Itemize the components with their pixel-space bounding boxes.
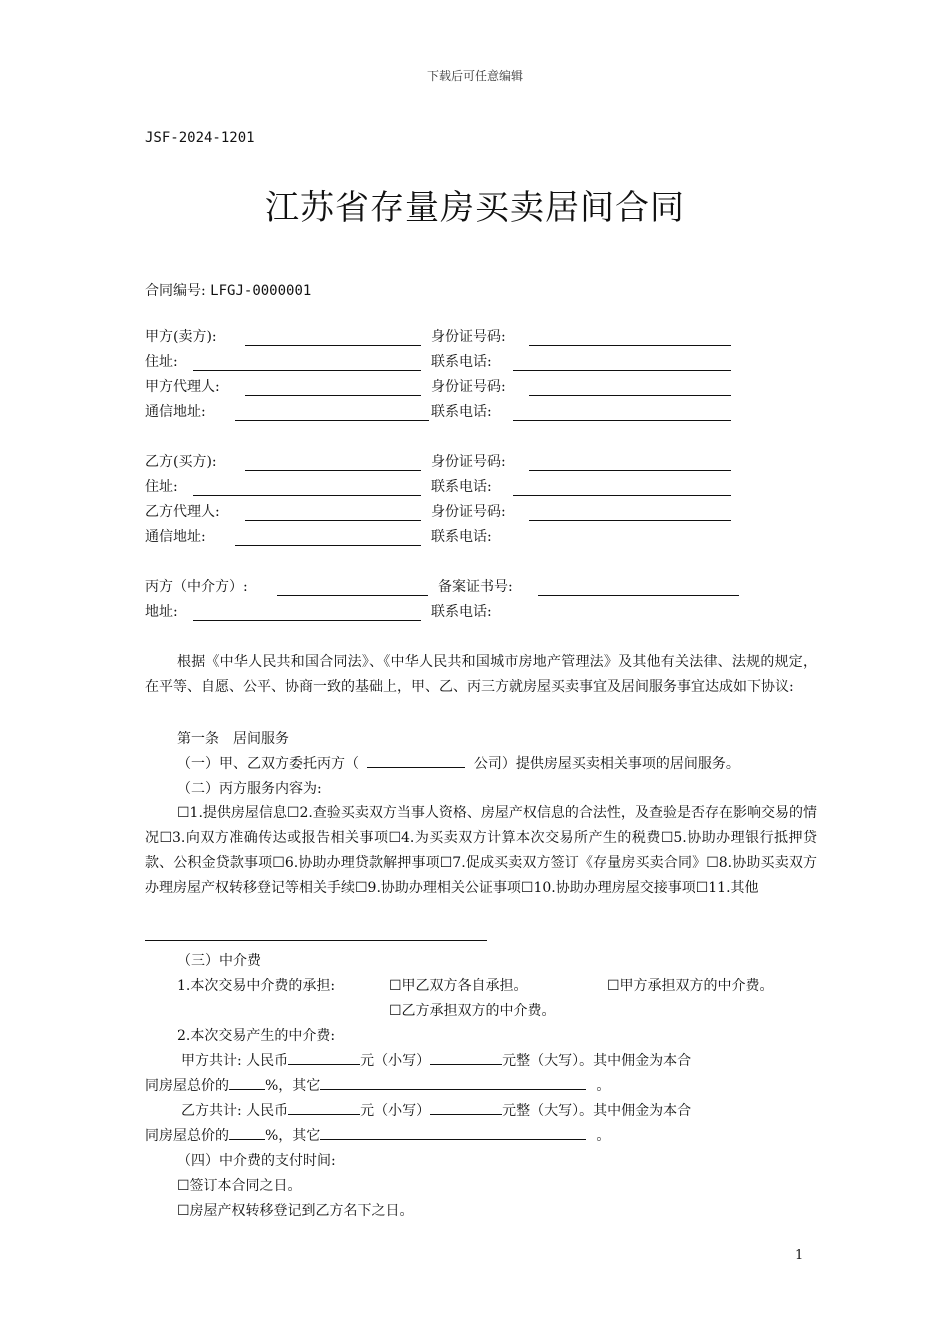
item-2-heading: （二）丙方服务内容为: <box>177 781 322 797</box>
company-name-field[interactable] <box>367 753 465 768</box>
party-c-phone-label: 联系电话: <box>431 604 492 620</box>
fee-option-each[interactable]: ☐甲乙双方各自承担。 <box>389 978 528 994</box>
contract-number <box>145 280 311 300</box>
party-a-phone-field[interactable] <box>513 370 731 371</box>
party-a-agent-label: 甲方代理人: <box>145 379 220 395</box>
party-a-total-price-label: 同房屋总价的 <box>145 1078 229 1094</box>
party-b-period: 。 <box>596 1128 611 1144</box>
fee-option-party-a[interactable]: ☐甲方承担双方的中介费。 <box>607 978 774 994</box>
party-a-id-field[interactable] <box>529 345 731 346</box>
party-b-yuan-big: 元整（大写）。其中佣金为本合 <box>502 1103 692 1119</box>
party-b-mail-phone-label: 联系电话: <box>431 529 492 545</box>
payment-option-signing[interactable]: ☐签订本合同之日。 <box>177 1178 302 1194</box>
party-a-fee-big-field[interactable] <box>430 1050 502 1065</box>
party-b-mail-address-label: 通信地址: <box>145 529 206 545</box>
other-services-field[interactable] <box>145 940 487 941</box>
party-a-seller-field[interactable] <box>245 345 421 346</box>
party-b-percent-line <box>145 1125 610 1147</box>
party-b-agent-id-label: 身份证号码: <box>431 504 506 520</box>
party-a-percent-other: %，其它 <box>265 1078 321 1094</box>
party-a-mail-phone-label: 联系电话: <box>431 404 492 420</box>
party-b-fee-line <box>181 1100 691 1122</box>
contract-number-value: LFGJ-0000001 <box>210 283 312 299</box>
party-c-intermediary-label: 丙方（中介方）: <box>145 579 248 595</box>
party-b-id-field[interactable] <box>529 470 731 471</box>
party-b-id-label: 身份证号码: <box>431 454 506 470</box>
intro-paragraph: 根据《中华人民共和国合同法》、《中华人民共和国城市房地产管理法》及其他有关法律、法规的规定，在平等、自愿、公平、协商一致的基础上，甲、乙、丙三方就房屋买卖事宜及居间服务事宜达成如下协议: <box>145 654 817 695</box>
party-c-intermediary-field[interactable] <box>277 595 428 596</box>
party-a-seller-label: 甲方(卖方): <box>145 329 217 345</box>
party-a-fee-line <box>181 1050 691 1072</box>
document-title: 江苏省存量房买卖居间合同 <box>265 188 685 228</box>
party-a-yuan-big: 元整（大写）。其中佣金为本合 <box>502 1053 692 1069</box>
party-c-record-cert-label: 备案证书号: <box>438 579 513 595</box>
fee-amount-label: 2.本次交易产生的中介费: <box>177 1028 336 1044</box>
party-b-fee-big-field[interactable] <box>430 1100 502 1115</box>
party-b-fee-small-field[interactable] <box>288 1100 360 1115</box>
download-note: 下载后可任意编辑 <box>426 69 523 83</box>
party-a-other-field[interactable] <box>320 1075 586 1090</box>
party-b-total-price-label: 同房屋总价的 <box>145 1128 229 1144</box>
party-a-yuan-small: 元（小写） <box>360 1053 431 1069</box>
party-b-other-field[interactable] <box>320 1125 586 1140</box>
party-a-percent-line <box>145 1075 610 1097</box>
party-a-fee-small-field[interactable] <box>288 1050 360 1065</box>
party-a-mail-address-label: 通信地址: <box>145 404 206 420</box>
party-b-yuan-small: 元（小写） <box>360 1103 431 1119</box>
item-4-heading: （四）中介费的支付时间: <box>177 1153 336 1169</box>
fee-bearer-label: 1.本次交易中介费的承担: <box>177 978 336 994</box>
party-b-agent-label: 乙方代理人: <box>145 504 220 520</box>
payment-option-transfer[interactable]: ☐房屋产权转移登记到乙方名下之日。 <box>177 1203 414 1219</box>
party-b-phone-label: 联系电话: <box>431 479 492 495</box>
item-1-text <box>177 753 740 775</box>
party-b-buyer-label: 乙方(买方): <box>145 454 217 470</box>
party-a-agent-field[interactable] <box>245 395 421 396</box>
party-a-mail-phone-field[interactable] <box>513 420 731 421</box>
party-b-mail-address-field[interactable] <box>235 545 421 546</box>
fee-option-party-b[interactable]: ☐乙方承担双方的中介费。 <box>389 1003 556 1019</box>
services-list: ☐1.提供房屋信息☐2.查验买卖双方当事人资格、房屋产权信息的合法性，及查验是否存在影响交易的情况☐3.向双方准确传达或报告相关事项☐4.为买卖双方计算本次交易所产生的税费☐5.协助办理银行抵押贷款、公积金贷款事项☐6.协助办理贷款解押事项☐7.促成买卖双方签订《存量房买卖合同》☐8.协助买卖双方办理房屋产权转移登记等相关手续☐9.协助办理相关公证事项☐10.协助办理房屋交接事项☐11.其他 <box>145 805 817 896</box>
party-b-address-field[interactable] <box>193 495 421 496</box>
party-b-percent-field[interactable] <box>229 1125 265 1140</box>
party-a-agent-id-label: 身份证号码: <box>431 379 506 395</box>
party-a-phone-label: 联系电话: <box>431 354 492 370</box>
party-a-percent-field[interactable] <box>229 1075 265 1090</box>
party-a-address-field[interactable] <box>193 370 421 371</box>
party-a-period: 。 <box>596 1078 611 1094</box>
party-b-agent-id-field[interactable] <box>529 520 731 521</box>
party-b-phone-field[interactable] <box>513 495 731 496</box>
party-b-percent-other: %，其它 <box>265 1128 321 1144</box>
party-a-address-label: 住址: <box>145 354 178 370</box>
item-3-heading: （三）中介费 <box>177 953 261 969</box>
party-a-id-label: 身份证号码: <box>431 329 506 345</box>
party-b-buyer-field[interactable] <box>245 470 421 471</box>
party-a-agent-id-field[interactable] <box>529 395 731 396</box>
item-1-prefix: （一）甲、乙双方委托丙方（ <box>177 756 359 772</box>
party-a-fee-label: 甲方共计: 人民币 <box>181 1053 289 1069</box>
document-code: JSF-2024-1201 <box>145 130 255 146</box>
item-1-suffix: 公司）提供房屋买卖相关事项的居间服务。 <box>473 756 740 772</box>
party-b-agent-field[interactable] <box>245 520 421 521</box>
party-a-mail-address-field[interactable] <box>235 420 429 421</box>
party-c-address-label: 地址: <box>145 604 178 620</box>
contract-number-label: 合同编号: <box>145 283 206 299</box>
page-number: 1 <box>795 1248 804 1263</box>
party-b-address-label: 住址: <box>145 479 178 495</box>
party-c-record-cert-field[interactable] <box>538 595 739 596</box>
party-b-fee-label: 乙方共计: 人民币 <box>181 1103 289 1119</box>
article-1-heading: 第一条 居间服务 <box>177 731 289 747</box>
party-c-address-field[interactable] <box>193 620 421 621</box>
